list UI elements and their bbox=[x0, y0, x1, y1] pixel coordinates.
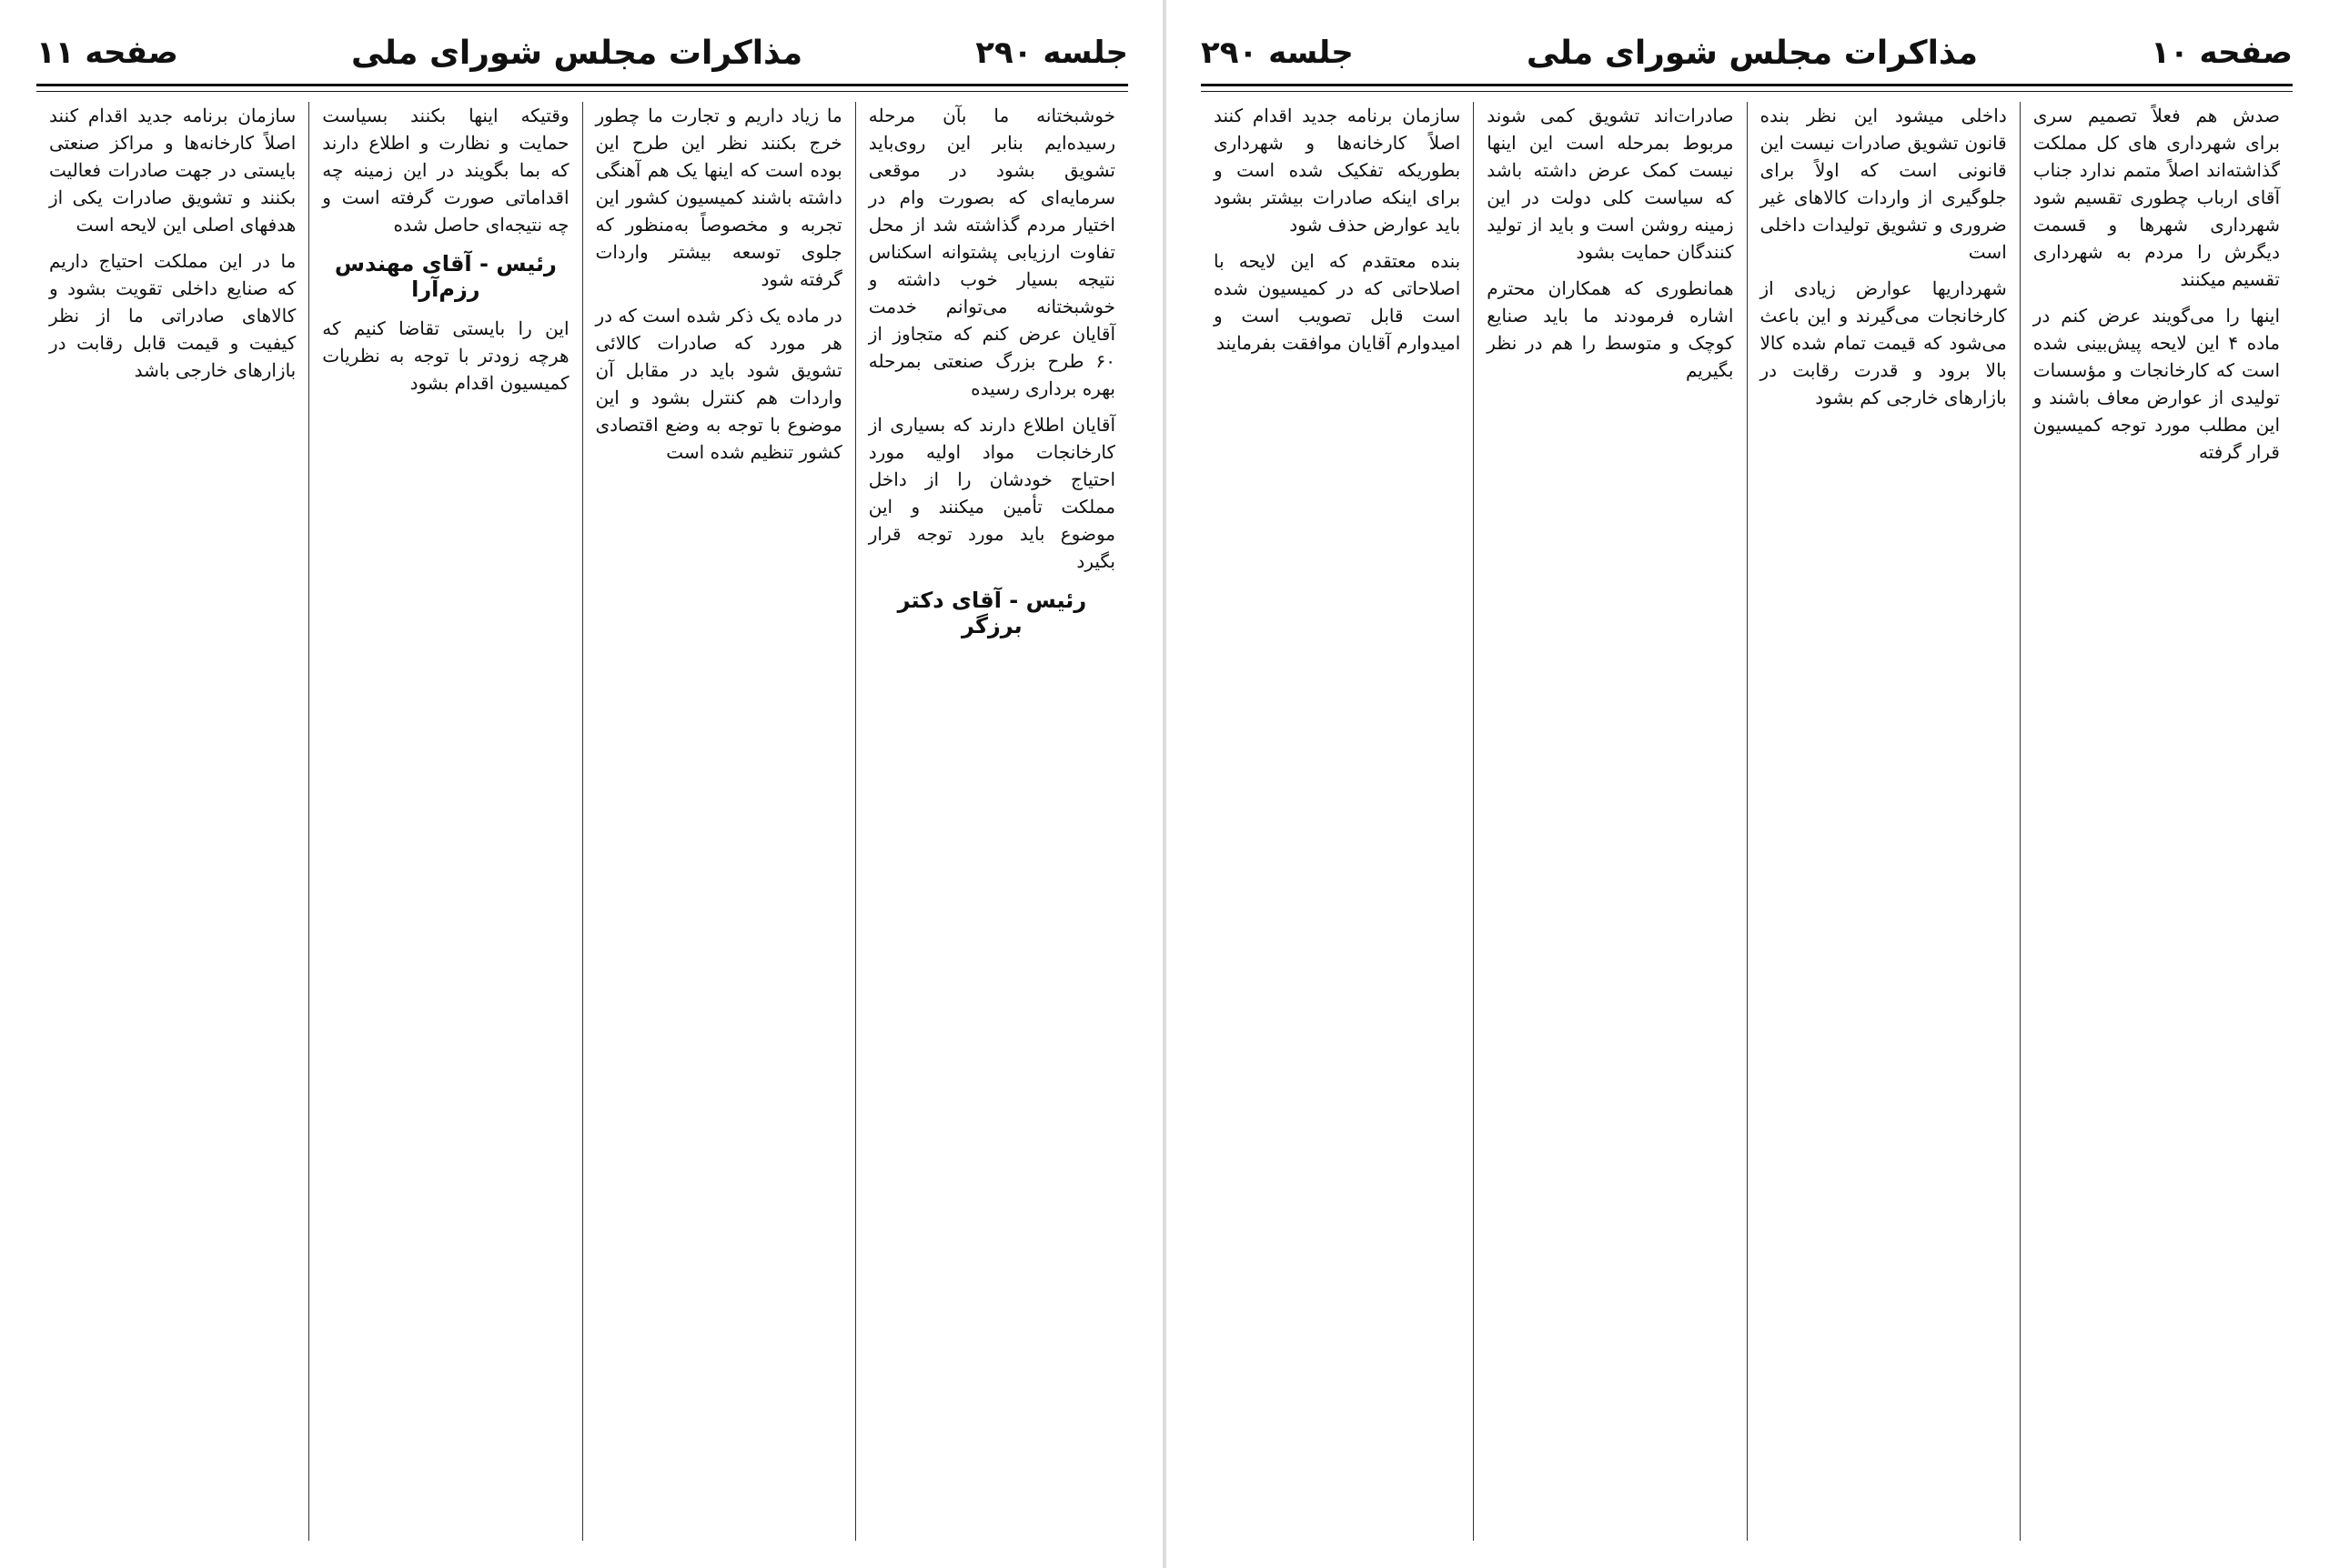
paragraph: شهرداریها عوارض زیادی از کارخانجات می‌گیرند و این باعث می‌شود که قیمت تمام شده کالا بالا برود و قدرت رقابت در بازارهای خارجی کم بشود bbox=[1759, 277, 2007, 408]
paragraph: صادرات‌اند تشویق کمی شوند مربوط بمرحله است این اینها نیست کمک عرض داشته باشد که سیاست کلی دولت در این زمینه روشن است و باید از تولید کنندگان حمایت بشود bbox=[1487, 105, 1734, 263]
right-header-session: جلسه ۲۹۰ bbox=[1201, 35, 1354, 71]
paragraph: سازمان برنامه جدید اقدام کنند اصلاً کارخانه‌ها و شهرداری بطوریکه تفکیک شده است و برای اینکه صادرات بیشتر بشود باید عوارض حذف شود bbox=[1214, 105, 1461, 236]
right-column-3 bbox=[1474, 102, 1747, 1541]
paragraph: بنده معتقدم که این لایحه با اصلاحاتی که در کمیسیون شده است قابل تصویب است و امیدوارم آقایان موافقت بفرمایند bbox=[1214, 250, 1461, 354]
paragraph: سازمان برنامه جدید اقدام کنند اصلاً کارخانه‌ها و مراکز صنعتی بایستی در جهت صادرات فعالیت بکنند و تشویق صادرات یکی از هدفهای اصلی این لایحه است bbox=[49, 105, 297, 236]
left-page bbox=[0, 0, 1164, 1568]
left-column-1 bbox=[856, 102, 1128, 1541]
header-rule bbox=[1201, 84, 2293, 86]
right-column-4 bbox=[1201, 102, 1474, 1541]
left-column-2 bbox=[583, 102, 856, 1541]
paragraph: ما زیاد داریم و تجارت ما چطور خرج بکنند نظر این طرح این بوده است که اینها یک هم آهنگی داشته باشند کمیسیون کشور این تجربه و مخصوصاً به‌منظور که جلوی توسعه بیشتر واردات گرفته شود bbox=[595, 105, 842, 290]
left-header-title: مذاکرات مجلس شورای ملی bbox=[351, 34, 803, 72]
header-rule-thin bbox=[36, 91, 1128, 92]
right-page bbox=[1164, 0, 2329, 1568]
left-header-page-number: صفحه ۱۱ bbox=[36, 35, 178, 71]
paragraph: آقایان اطلاع دارند که بسیاری از کارخانجات مواد اولیه مورد احتیاج خودشان را از داخل مملکت تأمین میکنند و این موضوع باید مورد توجه قرار بگیرد bbox=[868, 414, 1115, 572]
left-page-columns bbox=[36, 102, 1128, 1541]
paragraph: در ماده یک ذکر شده است که در هر مورد که صادرات کالائی تشویق شود باید در مقابل آن واردات هم کنترل بشود و این موضوع با توجه به وضع اقتصادی کشور تنظیم شده است bbox=[595, 305, 842, 463]
right-header-page-number: صفحه ۱۰ bbox=[2151, 35, 2293, 71]
paragraph: این را بایستی تقاضا کنیم که هرچه زودتر با توجه به نظریات کمیسیون اقدام بشود bbox=[322, 317, 570, 394]
left-page-header bbox=[36, 25, 1128, 80]
right-column-2 bbox=[1748, 102, 2021, 1541]
speaker-heading: رئیس - آقای دکتر برزگر bbox=[897, 588, 1087, 638]
right-page-header bbox=[1201, 25, 2293, 80]
right-page-columns bbox=[1201, 102, 2293, 1541]
paragraph: همانطوری که همکاران محترم اشاره فرمودند ما باید صنایع کوچک و متوسط را هم در نظر بگیریم bbox=[1487, 277, 1734, 381]
left-column-3 bbox=[309, 102, 582, 1541]
right-header-title: مذاکرات مجلس شورای ملی bbox=[1526, 34, 1979, 72]
header-rule bbox=[36, 84, 1128, 86]
paragraph: صدش هم فعلاً تصمیم سری برای شهرداری های کل مملکت گذاشته‌اند اصلاً متمم ندارد جناب آقای ارباب چطوری تقسیم شود شهرداری شهرها و قسمت دیگرش را مردم به شهرداری تقسیم میکنند bbox=[2032, 105, 2280, 290]
paragraph: داخلی میشود این نظر بنده قانون تشویق صادرات نیست این قانونی است که اولاً برای جلوگیری از واردات کالاهای غیر ضروری و تشویق تولیدات داخلی است bbox=[1759, 105, 2007, 263]
speaker-heading: رئیس - آقای مهندس رزم‌آرا bbox=[334, 251, 557, 302]
left-column-4 bbox=[36, 102, 309, 1541]
right-column-1 bbox=[2021, 102, 2293, 1541]
paragraph: اینها را می‌گویند عرض کنم در ماده ۴ این لایحه پیش‌بینی شده است که کارخانجات و مؤسسات تولیدی از عوارض معاف باشند و این مطلب مورد توجه کمیسیون قرار گرفته bbox=[2032, 305, 2280, 463]
header-rule-thin bbox=[1201, 91, 2293, 92]
paragraph: ما در این مملکت احتیاج داریم که صنایع داخلی تقویت بشود و کالاهای صادراتی ما از نظر کیفیت و قیمت قابل رقابت در بازارهای خارجی باشد bbox=[49, 250, 297, 381]
paragraph: وقتیکه اینها بکنند بسیاست حمایت و نظارت و اطلاع دارند که بما بگویند در این زمینه چه اقداماتی صورت گرفته است و چه نتیجه‌ای حاصل شده bbox=[322, 105, 570, 236]
paragraph: خوشبختانه ما بآن مرحله رسیده‌ایم بنابر این روی‌باید تشویق بشود در موقعی سرمایه‌ای که بصورت وام در اختیار مردم گذاشته شد از محل تفاوت ارزیابی پشتوانه اسکناس نتیجه بسیار خوب داشته و خوشبختانه می‌توانم خدمت آقایان عرض کنم که متجاوز از ۶۰ طرح بزرگ صنعتی بمرحله بهره برداری رسیده bbox=[868, 105, 1115, 399]
left-header-session: جلسه ۲۹۰ bbox=[975, 35, 1128, 71]
